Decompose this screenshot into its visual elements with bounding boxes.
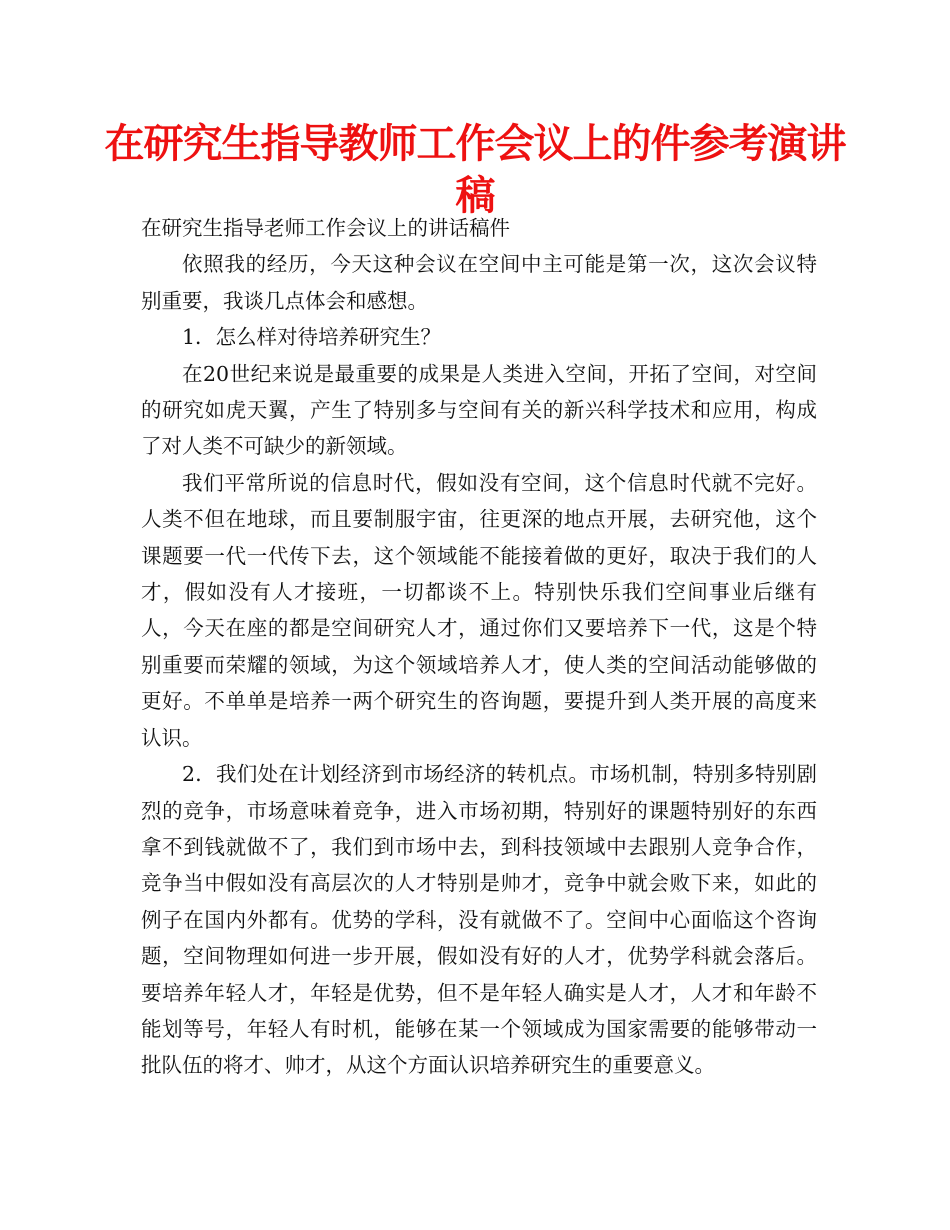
document-title: 在研究生指导教师工作会议上的件参考演讲稿 <box>104 121 846 219</box>
section-heading-1: 1．怎么样对待培养研究生？ <box>182 325 442 350</box>
paragraph-information-age: 我们平常所说的信息时代，假如没有空间，这个信息时代就不完好。人类不但在地球，而且要制服宇宙，往更深的地点开展，去研究他，这个课题要一代一代传下去，这个领域能不能接着做的更好，取决于我们的人才，假如没有人才接班，一切都谈不上。特别快乐我们空间事业后继有人，今天在座的都是空间研究人才，通过你们又要培养下一代，这是个特别重要而荣耀的领域，为这个领域培养人才，使人类的空间活动能够做的更好。不单单是培养一两个研究生的咨询题，要提升到人类开展的高度来认识。 <box>141 470 817 750</box>
document-body <box>141 210 817 1084</box>
document-subtitle: 在研究生指导老师工作会议上的讲话稿件 <box>141 216 510 240</box>
paragraph-intro: 依照我的经历，今天这种会议在空间中主可能是第一次，这次会议特别重要，我谈几点体会和感想。 <box>141 252 817 313</box>
paragraph-market-economy: 2．我们处在计划经济到市场经济的转机点。市场机制，特别多特别剧烈的竞争，市场意味着竞争，进入市场初期，特别好的课题特别好的东西拿不到钱就做不了，我们到市场中去，到科技领域中去跟别人竞争合作，竞争当中假如没有高层次的人才特别是帅才，竞争中就会败下来，如此的例子在国内外都有。优势的学科，没有就做不了。空间中心面临这个咨询题，空间物理如何进一步开展，假如没有好的人才，优势学科就会落后。要培养年轻人才，年轻是优势，但不是年轻人确实是人才，人才和年龄不能划等号，年轻人有时机，能够在某一个领域成为国家需要的能够带动一批队伍的将才、帅才，从这个方面认识培养研究生的重要意义。 <box>141 762 817 1078</box>
paragraph-space-achievement: 在20世纪来说是最重要的成果是人类进入空间，开拓了空间，对空间的研究如虎天翼，产生了特别多与空间有关的新兴科学技术和应用，构成了对人类不可缺少的新领域。 <box>141 361 817 459</box>
